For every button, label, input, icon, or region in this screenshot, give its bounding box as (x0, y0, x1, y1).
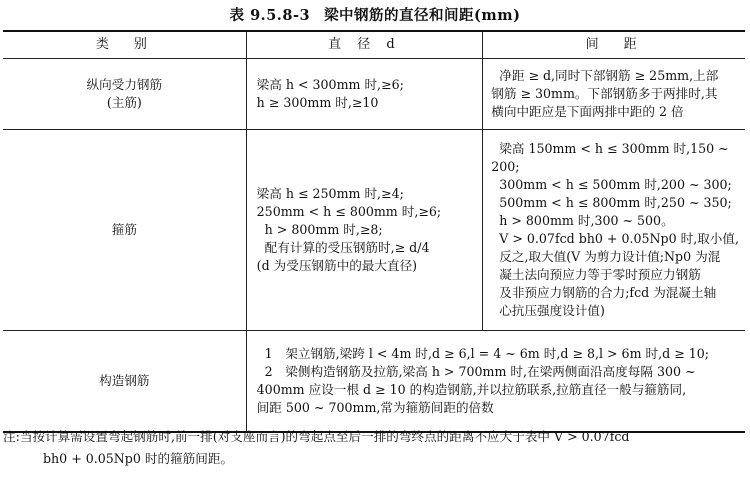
spacing-cell (483, 59, 745, 130)
spacing-line: 钢筋 ≥ 30mm。下部钢筋多于两排时,其 (491, 86, 718, 101)
construction-rebar-cell (246, 331, 745, 433)
diameter-cell (246, 130, 483, 331)
header-diameter: 直 径 d (246, 31, 483, 59)
diameter-line: 梁高 h ≤ 250mm 时,≥4; (256, 186, 404, 201)
spacing-line: 心抗压强度设计值) (499, 303, 605, 318)
diameter-line: (d 为受压钢筋中的最大直径) (256, 258, 418, 273)
table-row (3, 331, 745, 433)
table-title-text: 梁中钢筋的直径和间距(mm) (324, 7, 521, 24)
header-category: 类 别 (3, 31, 246, 59)
diameter-line: h > 800mm 时,≥8; (264, 222, 383, 237)
diameter-cell (246, 59, 483, 130)
construction-line: 间距 500 ~ 700mm,常为箍筋间距的倍数 (256, 400, 494, 415)
spacing-line: 梁高 150mm < h ≤ 300mm 时,150 ~ (499, 141, 729, 156)
diameter-line: 梁高 h < 300mm 时,≥6; (256, 77, 404, 92)
note-line: 注:当按计算需设置弯起钢筋时,前一排(对支座而言)的弯起点至后一排的弯终点的距离不应大于表中 V > 0.07fcd (3, 429, 630, 444)
category-line: 构造钢筋 (99, 373, 150, 388)
spacing-line: 净距 ≥ d,同时下部钢筋 ≥ 25mm,上部 (499, 68, 719, 83)
category-cell (3, 331, 246, 433)
construction-line: 1 架立钢筋,梁跨 l < 4m 时,d ≥ 6,l = 4 ~ 6m 时,d ≥ 8,l > 6m 时,d ≥ 10; (264, 346, 710, 361)
table-row (3, 130, 745, 331)
diameter-line: 250mm < h ≤ 800mm 时,≥6; (256, 204, 442, 219)
spacing-cell (483, 130, 745, 331)
table-note (3, 426, 747, 470)
table-row (3, 59, 745, 130)
header-spacing: 间 距 (483, 31, 745, 59)
construction-line: 400mm 应设一根 d ≥ 10 的构造钢筋,并以拉筋联系,拉筋直径一般与箍筋同, (256, 382, 687, 397)
category-cell (3, 130, 246, 331)
category-line: (主筋) (106, 95, 142, 110)
spacing-line: V > 0.07fcd bh0 + 0.05Np0 时,取小值, (499, 231, 739, 246)
spacing-line: 300mm < h ≤ 500mm 时,200 ~ 300; (499, 177, 732, 192)
spacing-line: 反之,取大值(V 为剪力设计值;Np0 为混 (499, 249, 721, 264)
spacing-line: 及非预应力钢筋的合力;fcd 为混凝土轴 (499, 285, 717, 300)
table-number: 表 9.5.8-3 (229, 7, 311, 24)
header-row (3, 31, 745, 59)
note-line: bh0 + 0.05Np0 时的箍筋间距。 (43, 451, 234, 466)
category-line: 箍筋 (111, 222, 137, 237)
diameter-line: h ≥ 300mm 时,≥10 (256, 95, 379, 110)
spacing-line: 200; (491, 159, 520, 174)
rebar-table (3, 30, 745, 433)
diameter-line: 配有计算的受压钢筋时,≥ d/4 (264, 240, 430, 255)
category-line: 纵向受力钢筋 (86, 77, 163, 92)
spacing-line: 横向中距应是下面两排中距的 2 倍 (491, 104, 684, 119)
table-title (0, 4, 750, 25)
category-cell (3, 59, 246, 130)
spacing-line: h > 800mm 时,300 ~ 500。 (499, 213, 674, 228)
construction-line: 2 梁侧构造钢筋及拉筋,梁高 h > 700mm 时,在梁两侧面沿高度每隔 300 ~ (264, 364, 696, 379)
spacing-line: 500mm < h ≤ 800mm 时,250 ~ 350; (499, 195, 732, 210)
spacing-line: 凝土法向预应力等于零时预应力钢筋 (499, 267, 701, 282)
